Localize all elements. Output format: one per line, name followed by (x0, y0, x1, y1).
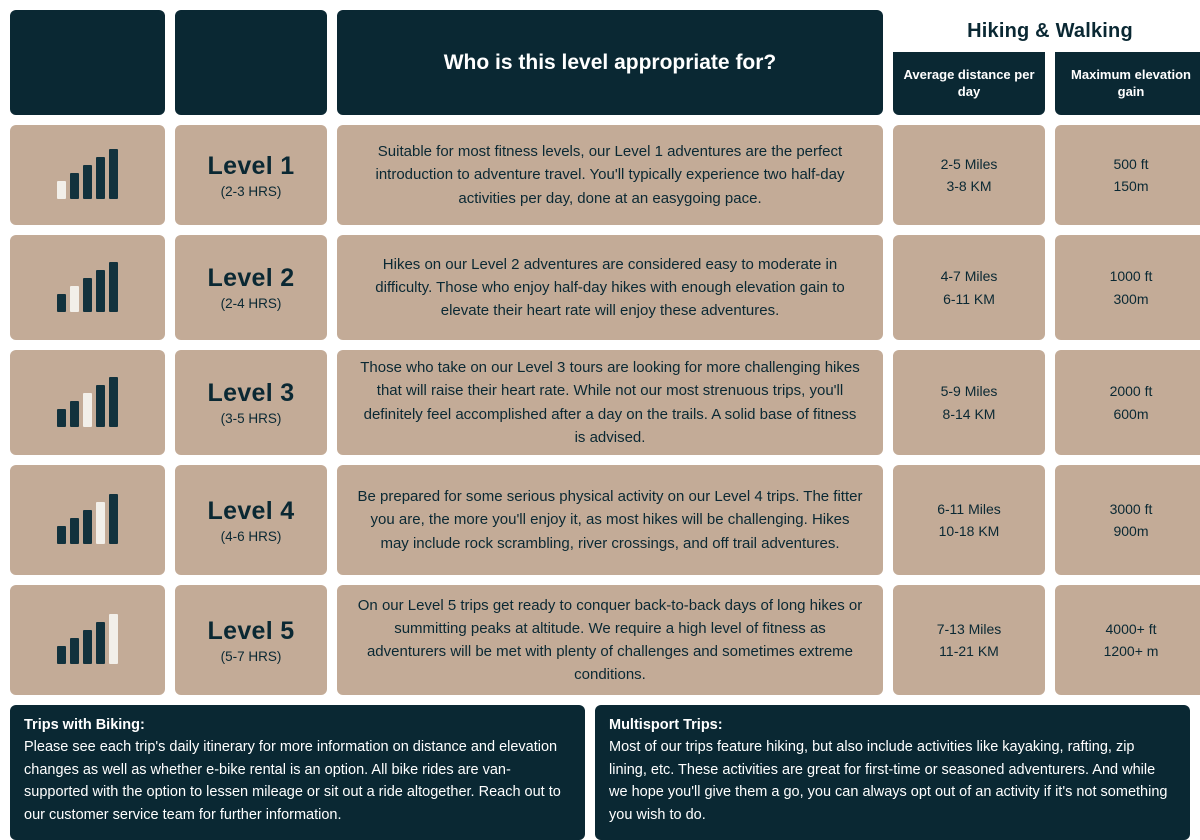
note-title: Trips with Biking: (24, 717, 145, 733)
distance-miles: 7-13 Miles (936, 620, 1002, 637)
bar-segment (83, 510, 92, 544)
level-name-cell (175, 585, 327, 695)
header-hiking-walking-group (893, 10, 1200, 115)
bar-segment (83, 165, 92, 199)
table-grid (10, 10, 1190, 695)
distance-km: 8-14 KM (942, 405, 996, 422)
level-hours: (4-6 HRS) (220, 528, 282, 544)
maximum-elevation-cell (1055, 235, 1200, 340)
average-distance-cell (893, 235, 1045, 340)
bar-segment (70, 173, 79, 199)
note-body: Please see each trip's daily itinerary for more information on distance and elevation changes as well as whether e-bike rental is an option. All bike rides are van-supported with the option to lessen mileage or sit out a ride altogether. Reach out to our customer service team for further information. (24, 739, 561, 823)
header-average-distance: Average distance per day (893, 52, 1045, 115)
bar-segment (109, 149, 118, 199)
bar-segment (109, 494, 118, 544)
level-icon-cell (10, 585, 165, 695)
maximum-elevation-cell (1055, 585, 1200, 695)
bar-segment (70, 518, 79, 544)
elevation-feet: 3000 ft (1109, 500, 1153, 517)
maximum-elevation-cell (1055, 465, 1200, 575)
level-title: Level 3 (207, 379, 295, 407)
header-hiking-walking-title: Hiking & Walking (893, 10, 1200, 52)
level-icon-cell (10, 235, 165, 340)
distance-miles: 2-5 Miles (940, 155, 998, 172)
average-distance-cell (893, 585, 1045, 695)
bar-segment (96, 157, 105, 199)
signal-bars-level-4-icon (57, 496, 118, 544)
distance-km: 3-8 KM (946, 178, 992, 194)
note-body: Most of our trips feature hiking, but also include activities like kayaking, rafting, zip lining, etc. These activities are great for first-time or seasoned adventurers. And while we hope you'll give them a go, you can always opt out of an activity if it's not something you wish to do. (609, 739, 1168, 823)
bar-segment (57, 181, 66, 199)
bar-segment (57, 409, 66, 427)
level-title: Level 5 (207, 616, 295, 645)
level-description-cell: Those who take on our Level 3 tours are looking for more challenging hikes that will raise their heart rate. While not our most strenuous trips, you'll definitely feel accomplished after a day on the trails. A solid base of fitness is advised. (337, 350, 883, 455)
maximum-elevation-cell (1055, 125, 1200, 225)
bar-segment (70, 401, 79, 427)
signal-bars-level-2-icon (57, 264, 118, 312)
level-name-cell (175, 465, 327, 575)
level-hours: (5-7 HRS) (220, 648, 282, 664)
bar-segment (96, 622, 105, 664)
level-description-cell: Suitable for most fitness levels, our Level 1 adventures are the perfect introduction to adventure travel. You'll typically experience two half-day activities per day, done at an easygoing pace. (337, 125, 883, 225)
elevation-feet: 2000 ft (1109, 383, 1153, 400)
elevation-meters: 600m (1113, 405, 1149, 422)
distance-miles: 5-9 Miles (940, 383, 998, 400)
average-distance-cell (893, 350, 1045, 455)
level-description-cell: On our Level 5 trips get ready to conquer back-to-back days of long hikes or summitting peaks at altitude. We require a high level of fitness as adventurers will be met with plenty of challenges and sometimes extreme conditions. (337, 585, 883, 695)
signal-bars-level-1-icon (57, 151, 118, 199)
maximum-elevation-cell (1055, 350, 1200, 455)
elevation-feet: 500 ft (1113, 155, 1149, 172)
elevation-meters: 300m (1113, 290, 1149, 307)
bar-segment (83, 630, 92, 664)
level-title: Level 4 (207, 496, 295, 525)
bar-segment (109, 262, 118, 312)
level-icon-cell (10, 125, 165, 225)
bar-segment (96, 385, 105, 427)
distance-km: 6-11 KM (943, 290, 995, 307)
level-icon-cell (10, 350, 165, 455)
level-description-cell: Hikes on our Level 2 adventures are considered easy to moderate in difficulty. Those who enjoy half-day hikes with enough elevation gain to elevate their heart rate will enjoy these adventures. (337, 235, 883, 340)
bar-segment (57, 646, 66, 664)
header-blank-icon-column (10, 10, 165, 115)
bar-segment (96, 270, 105, 312)
level-hours: (2-4 HRS) (220, 296, 282, 311)
elevation-feet: 1000 ft (1109, 268, 1153, 285)
bar-segment (70, 286, 79, 312)
level-title: Level 1 (207, 151, 295, 180)
header-maximum-elevation: Maximum elevation gain (1055, 52, 1200, 115)
elevation-feet: 4000+ ft (1105, 620, 1157, 637)
distance-km: 10-18 KM (938, 523, 1000, 539)
bar-segment (83, 393, 92, 427)
level-icon-cell (10, 465, 165, 575)
signal-bars-level-5-icon (57, 616, 118, 664)
header-question-column: Who is this level appropriate for? (337, 10, 883, 115)
level-title: Level 2 (207, 264, 295, 292)
bar-segment (109, 377, 118, 427)
level-name-cell (175, 235, 327, 340)
level-hours: (2-3 HRS) (220, 183, 282, 199)
distance-miles: 6-11 Miles (937, 500, 1001, 517)
elevation-meters: 1200+ m (1103, 643, 1159, 659)
distance-km: 11-21 KM (939, 643, 999, 659)
note-title: Multisport Trips: (609, 717, 723, 733)
average-distance-cell (893, 465, 1045, 575)
header-blank-level-column (175, 10, 327, 115)
header-hiking-walking-subcolumns (893, 52, 1200, 115)
bar-segment (96, 502, 105, 544)
elevation-meters: 150m (1113, 178, 1149, 194)
signal-bars-level-3-icon (57, 379, 118, 427)
level-description-cell: Be prepared for some serious physical activity on our Level 4 trips. The fitter you are, the more you'll enjoy it, as most hikes will be challenging. Hikes may include rock scrambling, river crossings, and off trail adventures. (337, 465, 883, 575)
bar-segment (109, 614, 118, 664)
distance-miles: 4-7 Miles (940, 268, 998, 285)
bar-segment (70, 638, 79, 664)
level-name-cell (175, 125, 327, 225)
level-name-cell (175, 350, 327, 455)
bar-segment (57, 526, 66, 544)
elevation-meters: 900m (1113, 523, 1149, 539)
average-distance-cell (893, 125, 1045, 225)
bar-segment (83, 278, 92, 312)
level-hours: (3-5 HRS) (220, 411, 282, 426)
bar-segment (57, 294, 66, 312)
